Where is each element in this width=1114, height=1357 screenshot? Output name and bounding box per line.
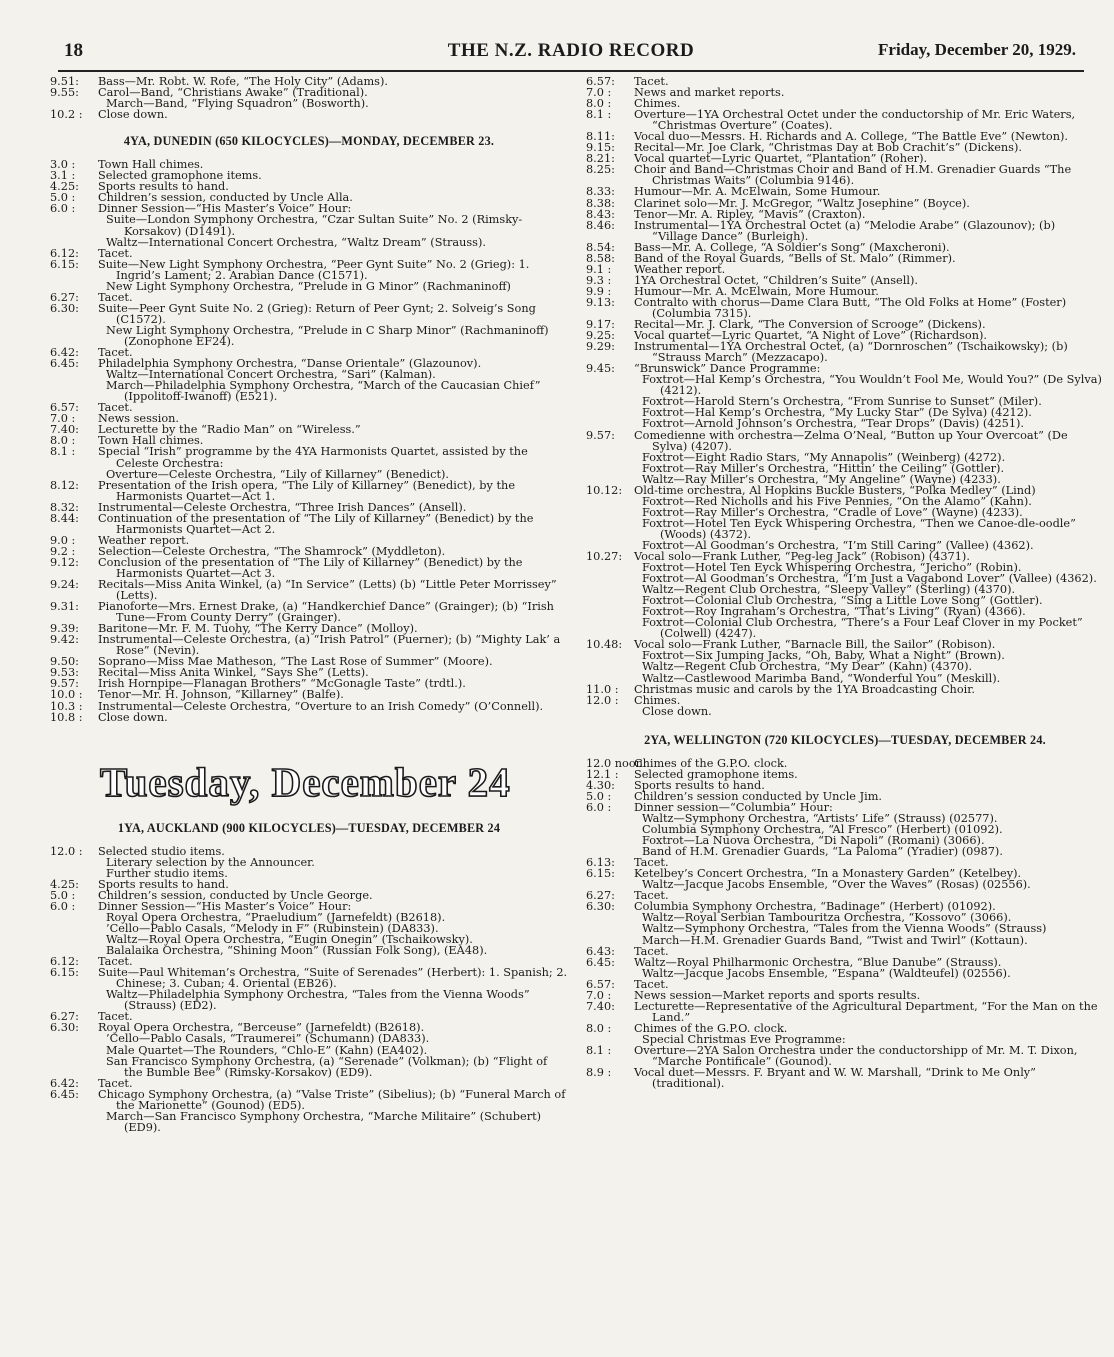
program-entry [586,1023,1104,1045]
program-entry [586,430,1104,485]
wellington-heading: 2YA, WELLINGTON (720 KILOCYCLES)—TUESDAY, DECEMBER 24. [644,732,1046,747]
program-time: 8.0 : [586,1021,612,1035]
program-text: Chimes of the G.P.O. clock. [634,756,788,770]
program-time: 8.0 : [586,97,612,111]
program-text: Waltz—Regent Club Orchestra, “Sleepy Valley” (Sterling) (4370). [642,583,1016,597]
program-entry [50,557,568,579]
program-time: 9.51: [50,75,79,88]
program-text: Sports results to hand. [98,180,229,194]
program-text: Foxtrot—Red Nicholls and his Five Pennies, “On the Alamo” (Kahn). [642,494,1032,508]
left-pre-listings [50,76,568,120]
program-time: 8.21: [586,152,615,166]
program-entry [50,601,568,623]
program-time: 8.44: [50,511,79,525]
program-time: 3.1 : [50,169,76,183]
program-entry [586,485,1104,551]
program-text: Irish Hornpipe—Flanagan Brothers” “McGonagle Taste” (trdtl.). [98,677,466,691]
program-text: ’Cello—Pablo Casals, “Melody in F” (Rubinstein) (DA833). [106,922,439,935]
program-entry [586,363,1104,429]
program-entry [586,341,1104,363]
program-text: Foxtrot—Six Jumping Jacks, “Oh, Baby, What a Night” (Brown). [642,649,1005,663]
program-time: 9.42: [50,633,79,647]
program-text: Recital—Mr. J. Clark, “The Conversion of Scrooge” (Dickens). [634,318,986,332]
program-time: 6.0 : [50,899,76,913]
program-text: Foxtrot—Al Goodman’s Orchestra, “I’m Still Caring” (Vallee) (4362). [642,538,1034,552]
program-entry [586,901,1104,945]
program-time: 10.48: [586,638,623,652]
program-text: Tenor—Mr. A. Ripley, “Mavis” (Craxton). [634,207,866,221]
program-text: Foxtrot—Ray Miller’s Orchestra, “Cradle of Love” (Wayne) (4233). [642,505,1023,519]
program-text: ’Cello—Pablo Casals, “Traumerei” (Schumann) (DA833). [106,1032,430,1046]
program-text: March—San Francisco Symphony Orchestra, “Marche Militaire” (Schubert) (ED9). [106,1109,542,1134]
program-time: 4.25: [50,877,79,891]
program-text: Male Quartet—The Rounders, “Chlo-E” (Kahn) (EA402). [106,1043,428,1057]
program-text: Waltz—Royal Opera Orchestra, “Eugin Onegin” (Tschaikowsky). [106,933,473,947]
program-entry [586,957,1104,979]
program-time: 9.29: [586,340,615,354]
program-text: Continuation of the presentation of “The Lily of Killarney” (Benedict) by the Harmonists Quartet—Act 2. [98,511,534,536]
program-time: 9.3 : [586,273,612,287]
program-text: Foxtrot—La Nuova Orchestra, “Di Napoli” (Romani) (3066). [642,834,985,848]
program-time: 9.1 : [586,262,612,276]
program-time: 8.33: [586,185,615,199]
program-entry [586,186,1104,197]
program-time: 5.0 : [50,191,76,205]
program-entry [50,87,568,109]
program-time: 9.2 : [50,544,76,558]
program-text: Tacet. [98,346,133,360]
program-text: Instrumental—Celeste Orchestra, “Three Irish Dances” (Ansell). [98,500,467,514]
page-number: 18 [64,40,83,61]
program-text: Tacet. [98,290,133,304]
program-text: Foxtrot—Arnold Johnson’s Orchestra, “Tear Drops” (Davis) (4251). [642,417,1025,431]
program-time: 8.1 : [586,108,612,122]
program-text: Conclusion of the presentation of “The Lily of Killarney” (Benedict) by the Harmonists Quartet—Act 3. [98,555,523,580]
program-time: 6.45: [586,955,615,969]
program-text: Suite—London Symphony Orchestra, “Czar Sultan Suite” No. 2 (Rimsky-Korsakov) (D1491). [106,213,523,238]
program-text: Vocal solo—Frank Luther, “Peg-leg Jack” (Robison) (4371). [634,550,970,564]
program-text: Tacet. [98,1076,133,1090]
program-text: Foxtrot—Colonial Club Orchestra, “There’s a Four Leaf Clover in my Pocket” (Colwell) (4247). [642,616,1083,641]
program-text: Tenor—Mr. H. Johnson, “Killarney” (Balfe). [98,688,344,702]
program-text: Royal Opera Orchestra, “Praeludium” (Jarnefeldt) (B2618). [106,910,446,924]
program-time: 8.11: [586,130,615,144]
program-text: Bass—Mr. A. College, “A Soldier’s Song” (Maxcheroni). [634,240,950,254]
program-time: 8.0 : [50,434,76,448]
program-time: 6.57: [586,977,615,991]
program-text: Instrumental—Celeste Orchestra, “Overture to an Irish Comedy” (O’Connell). [98,699,544,713]
program-text: Foxtrot—Hal Kemp’s Orchestra, “My Lucky Star” (De Sylva) (4212). [642,406,1032,420]
program-text: Humour—Mr. A. McElwain, Some Humour. [634,185,881,199]
program-text: Waltz—Castlewood Marimba Band, “Wonderful You” (Meskill). [642,671,1001,685]
program-time: 6.45: [50,1087,79,1101]
dunedin-heading: 4YA, DUNEDIN (650 KILOCYCLES)—MONDAY, DECEMBER 23. [123,134,495,149]
program-entry [586,946,1104,957]
program-entry [586,1067,1104,1089]
program-time: 9.13: [586,295,615,309]
program-entry [50,446,568,479]
program-text: Dinner Session—“His Master’s Voice” Hour: [98,202,352,216]
masthead [58,36,1084,72]
program-time: 7.0 : [586,86,612,100]
program-time: 9.12: [50,555,79,569]
program-time: 12.1 : [586,767,619,781]
program-entry [586,198,1104,209]
program-text: Waltz—Symphony Orchestra, “Tales from the Vienna Woods” (Strauss) [642,922,1047,936]
program-time: 12.0 : [586,693,619,707]
program-text: Recitals—Miss Anita Winkel, (a) “In Service” (Letts) (b) “Little Peter Morrissey” (Letts). [98,578,557,603]
program-text: Waltz—Royal Serbian Tambouritza Orchestra, “Kossovo” (3066). [642,911,1012,925]
program-text: New Light Symphony Orchestra, “Prelude in C Sharp Minor” (Rachmaninoff) (Zonophone EF24). [106,323,549,348]
program-text: Vocal quartet—Lyric Quartet, “Plantation” (Roher). [634,152,928,166]
program-text: Recital—Mr. Joe Clark, “Christmas Day at Bob Crachit’s” (Dickens). [634,141,1022,155]
program-text: News and market reports. [634,86,785,100]
program-text: New Light Symphony Orchestra, “Prelude in G Minor” (Rachmaninoff) [106,279,511,293]
program-entry [586,802,1104,857]
program-text: Further studio items. [106,866,228,880]
program-time: 8.54: [586,240,615,254]
program-text: Foxtrot—Hotel Ten Eyck Whispering Orchestra, “Jericho” (Robin). [642,561,1022,575]
program-text: Foxtrot—Hotel Ten Eyck Whispering Orchestra, “Then we Canoe-dle-oodle” (Woods) (4372). [642,516,1076,541]
program-text: Tacet. [98,1010,133,1024]
program-text: Tacet. [98,246,133,260]
program-time: 10.0 : [50,688,83,702]
program-text: Baritone—Mr. F. M. Tuohy, “The Kerry Dance” (Molloy). [98,622,418,636]
program-text: Waltz—Philadelphia Symphony Orchestra, “Tales from the Vienna Woods” (Strauss) (ED2). [106,988,530,1013]
program-entry [586,164,1104,186]
program-text: Christmas music and carols by the 1YA Broadcasting Choir. [634,682,975,696]
program-time: 6.27: [50,1010,79,1024]
program-time: 10.12: [586,483,623,497]
program-time: 6.0 : [586,800,612,814]
program-text: Tacet. [634,889,669,903]
program-time: 4.25: [50,180,79,194]
program-text: Soprano—Miss Mae Matheson, “The Last Rose of Summer” (Moore). [98,655,493,669]
program-text: Children’s session conducted by Uncle Jim. [634,789,883,803]
program-time: 6.30: [50,301,79,315]
program-time: 6.15: [50,966,79,980]
program-time: 8.58: [586,251,615,265]
program-time: 8.25: [586,163,615,177]
program-time: 8.12: [50,478,79,492]
program-time: 10.2 : [50,108,83,122]
program-text: Selected gramophone items. [634,767,798,781]
program-time: 6.42: [50,346,79,360]
program-text: Tacet. [634,944,669,958]
program-time: 9.31: [50,600,79,614]
program-time: 10.3 : [50,699,83,713]
program-time: 12.0 : [50,844,83,858]
program-entry [586,109,1104,131]
program-time: 10.27: [586,550,623,564]
program-time: 8.32: [50,500,79,514]
program-time: 5.0 : [586,789,612,803]
program-time: 9.0 : [50,533,76,547]
program-time: 11.0 : [586,682,619,696]
program-text: Suite—New Light Symphony Orchestra, “Peer Gynt Suite” No. 2 (Grieg): 1. Ingrid’s Lament; 2. Arabian Dance (C1571). [98,257,530,282]
program-time: 8.1 : [586,1043,612,1057]
program-text: Close down. [98,710,168,724]
program-time: 6.27: [50,290,79,304]
program-text: Instrumental—1YA Orchestral Octet, (a) “Dornroschen” (Tschaikowsky); (b) “Strauss March” (Mezzacapo). [634,340,1068,365]
day-title: Tuesday, December 24 [100,758,511,805]
program-text: Contralto with chorus—Dame Clara Butt, “The Old Folks at Home” (Foster) (Columbia 7315). [634,295,1067,320]
auckland-listings [50,846,568,1133]
program-text: Choir and Band—Christmas Choir and Band of H.M. Grenadier Guards “The Christmas Waits” (Columbia 9146). [634,163,1072,188]
auckland-evening-listings [586,76,1104,717]
program-text: Selected gramophone items. [98,169,262,183]
program-entry [50,712,568,723]
program-text: Lecturette by the “Radio Man” on “Wireless.” [98,423,361,437]
program-text: Tacet. [634,856,669,870]
program-time: 6.57: [50,401,79,415]
program-entry [50,689,568,700]
program-text: Recital—Miss Anita Winkel, “Says She” (Letts). [98,666,369,680]
publication-title: THE N.Z. RADIO RECORD [447,40,695,61]
program-time: 8.46: [586,218,615,232]
program-text: Waltz—Jacque Jacobs Ensemble, “Espana” (Waldteufel) (02556). [642,966,1011,980]
program-time: 6.15: [50,257,79,271]
program-text: Columbia Symphony Orchestra, “Al Fresco” (Herbert) (01092). [642,823,1003,837]
program-entry [586,684,1104,695]
program-entry [50,967,568,1011]
program-text: March—H.M. Grenadier Guards Band, “Twist and Twirl” (Kottaun). [642,933,1028,947]
program-entry [50,480,568,502]
program-text: Dinner session—“Columbia” Hour: [634,800,833,814]
program-text: Close down. [642,704,712,718]
program-time: 6.12: [50,955,79,969]
program-time: 6.0 : [50,202,76,216]
program-entry [50,701,568,712]
program-time: 7.0 : [586,988,612,1002]
program-text: Dinner Session—“His Master’s Voice” Hour: [98,899,352,913]
program-text: Lecturette—Representative of the Agricultural Department, “For the Man on the Land.” [634,999,1098,1024]
program-time: 12.0 noon: [586,756,647,770]
program-entry [50,901,568,956]
program-text: Children’s session, conducted by Uncle Alla. [98,191,353,205]
program-entry [50,579,568,601]
program-time: 7.40: [50,423,79,437]
program-time: 6.27: [586,889,615,903]
program-text: San Francisco Symphony Orchestra, (a) “Serenade” (Volkman); (b) “Flight of the Bumble Bee” (Rimsky-Korsakov) (ED9). [106,1054,548,1079]
program-text: Carol—Band, “Christians Awake” (Traditional). [98,86,368,100]
auckland-heading: 1YA, AUCKLAND (900 KILOCYCLES)—TUESDAY, DECEMBER 24 [117,820,501,835]
right-column [586,76,1104,1089]
program-text: Chimes of the G.P.O. clock. [634,1021,788,1035]
program-text: Pianoforte—Mrs. Ernest Drake, (a) “Handkerchief Dance” (Grainger); (b) “Irish Tune—From County Derry” (Grainger). [98,600,554,625]
program-time: 6.57: [586,75,615,88]
program-text: Waltz—Royal Philharmonic Orchestra, “Blue Danube” (Strauss). [634,955,1002,969]
program-text: Vocal solo—Frank Luther, “Barnacle Bill, the Sailor” (Robison). [634,638,996,652]
program-entry [50,1089,568,1133]
program-text: Foxtrot—Colonial Club Orchestra, “Sing a Little Love Song” (Gottler). [642,594,1043,608]
program-text: Old-time orchestra, Al Hopkins Buckle Busters, “Polka Medley” (Lind) [634,483,1036,497]
program-text: Clarinet solo—Mr. J. McGregor, “Waltz Josephine” (Boyce). [634,196,970,210]
program-entry [586,1001,1104,1023]
program-text: Waltz—Jacque Jacobs Ensemble, “Over the Waves” (Rosas) (02556). [642,878,1031,892]
program-text: 1YA Orchestral Octet, “Children’s Suite” (Ansell). [634,273,918,287]
program-time: 6.12: [50,246,79,260]
program-entry [586,297,1104,319]
program-text: Tacet. [98,401,133,415]
program-time: 9.53: [50,666,79,680]
program-text: Instrumental—Celeste Orchestra, (a) “Irish Patrol” (Puerner); (b) “Mighty Lak’ a Rose” (Nevin). [98,633,561,658]
program-text: Weather report. [634,262,726,276]
program-text: Waltz—Ray Miller’s Orchestra, “My Angeline” (Wayne) (4233). [642,472,1001,486]
program-text: Balalaika Orchestra, “Shining Moon” (Russian Folk Song), (EA48). [106,944,488,958]
program-entry [50,1022,568,1077]
program-entry [586,220,1104,242]
program-text: Tacet. [98,955,133,969]
program-entry [586,209,1104,220]
dunedin-listings [50,159,568,722]
program-time: 6.30: [50,1021,79,1035]
program-text: Philadelphia Symphony Orchestra, “Danse Orientale” (Glazounov). [98,357,482,371]
program-text: Bass—Mr. Robt. W. Rofe, “The Holy City” (Adams). [98,75,388,88]
program-time: 3.0 : [50,158,76,172]
program-text: “Brunswick” Dance Programme: [634,362,821,376]
program-text: Ketelbey’s Concert Orchestra, “In a Monastery Garden” (Ketelbey). [634,867,1022,881]
program-entry [50,248,568,259]
program-text: Royal Opera Orchestra, “Berceuse” (Jarnefeldt) (B2618). [98,1021,425,1035]
program-text: Suite—Peer Gynt Suite No. 2 (Grieg): Return of Peer Gynt; 2. Solveig’s Song (C1572). [98,301,536,326]
program-time: 9.55: [50,86,79,100]
program-text: Weather report. [98,533,190,547]
program-time: 10.8 : [50,710,83,724]
program-time: 9.57: [586,428,615,442]
program-time: 4.30: [586,778,615,792]
program-text: Humour—Mr. A. McElwain, More Humour. [634,284,879,298]
program-text: Vocal quartet—Lyric Quartet, “A Night of Love” (Richardson). [634,329,988,343]
program-time: 8.1 : [50,445,76,459]
program-text: Suite—Paul Whiteman’s Orchestra, “Suite of Serenades” (Herbert): 1. Spanish; 2. Chinese; 3. Cuban; 4. Oriental (EB26). [98,966,568,991]
program-time: 9.39: [50,622,79,636]
program-text: Tacet. [634,75,669,88]
program-text: Waltz—Regent Club Orchestra, “My Dear” (Kahn) (4370). [642,660,973,674]
program-entry [586,551,1104,639]
program-time: 9.57: [50,677,79,691]
program-text: Selected studio items. [98,844,225,858]
program-text: Selection—Celeste Orchestra, “The Shamrock” (Myddleton). [98,544,446,558]
program-time: 7.40: [586,999,615,1013]
program-text: Vocal duet—Messrs. F. Bryant and W. W. Marshall, “Drink to Me Only” (traditional). [634,1066,1036,1091]
program-time: 5.0 : [50,888,76,902]
program-text: Town Hall chimes. [98,158,204,172]
program-time: 8.38: [586,196,615,210]
program-time: 9.45: [586,362,615,376]
program-time: 6.30: [586,900,615,914]
program-text: Waltz—International Concert Orchestra, “Waltz Dream” (Strauss). [106,235,486,249]
program-text: Literary selection by the Announcer. [106,855,315,869]
program-text: Overture—2YA Salon Orchestra under the conductorshipp of Mr. M. T. Dixon, “Marche Pontificale” (Gounod). [634,1043,1078,1069]
program-text: Foxtrot—Ray Miller’s Orchestra, “Hittin’ the Ceiling” (Gottler). [642,461,1005,475]
program-text: Children’s session, conducted by Uncle George. [98,888,373,902]
program-text: Close down. [98,108,168,122]
program-entry [50,358,568,402]
program-text: Chimes. [634,97,681,111]
program-entry [586,639,1104,683]
program-text: Foxtrot—Roy Ingraham’s Orchestra, “That’s Living” (Ryan) (4366). [642,605,1026,619]
program-time: 6.43: [586,944,615,958]
program-text: Foxtrot—Hal Kemp’s Orchestra, “You Wouldn’t Fool Me, Would You?” (De Sylva) (4212). [642,373,1102,398]
program-text: March—Band, “Flying Squadron” (Bosworth). [106,97,369,111]
program-time: 9.25: [586,329,615,343]
program-time: 9.24: [50,578,79,592]
program-text: Instrumental—1YA Orchestral Octet (a) “Melodie Arabe” (Glazounov); (b) “Village Dance” (Burleigh). [634,218,1056,243]
program-entry [50,634,568,656]
wellington-listings [586,758,1104,1089]
program-text: News session—Market reports and sports results. [634,988,921,1002]
program-entry [50,203,568,247]
program-text: Waltz—International Concert Orchestra, “Sari” (Kalman). [106,368,436,382]
program-time: 9.17: [586,318,615,332]
program-text: Foxtrot—Eight Radio Stars, “My Annapolis” (Weinberg) (4272). [642,450,1006,464]
program-time: 9.50: [50,655,79,669]
program-text: Vocal duo—Messrs. H. Richards and A. College, “The Battle Eve” (Newton). [634,130,1068,144]
program-entry [50,259,568,292]
program-text: Chicago Symphony Orchestra, (a) “Valse Triste” (Sibelius); (b) “Funeral March of the Marionette” (Gounod) (ED5). [98,1087,566,1112]
program-text: Presentation of the Irish opera, “The Lily of Killarney” (Benedict), by the Harmonists Quartet—Act 1. [98,478,516,503]
program-text: Comedienne with orchestra—Zelma O’Neal, “Button up Your Overcoat” (De Sylva) (4207). [634,428,1068,453]
program-time: 8.43: [586,207,615,221]
program-text: Band of the Royal Guards, “Bells of St. Malo” (Rimmer). [634,251,956,265]
program-entry [50,513,568,535]
program-entry [50,109,568,120]
program-text: Band of H.M. Grenadier Guards, “La Paloma” (Yradier) (0987). [642,845,1003,859]
program-text: Foxtrot—Al Goodman’s Orchestra, “I’m Just a Vagabond Lover” (Vallee) (4362). [642,572,1097,586]
program-text: Tacet. [634,977,669,991]
program-entry [50,846,568,879]
program-text: Overture—1YA Orchestral Octet under the conductorship of Mr. Eric Waters, “Christmas Overture” (Coates). [634,108,1076,133]
program-entry [586,868,1104,890]
program-text: Sports results to hand. [98,877,229,891]
program-time: 8.9 : [586,1066,612,1080]
program-time: 6.45: [50,357,79,371]
issue-date: Friday, December 20, 1929. [878,40,1076,59]
program-text: Overture—Celeste Orchestra, “Lily of Killarney” (Benedict). [106,467,450,481]
program-time: 9.9 : [586,284,612,298]
left-column [50,76,568,1133]
program-entry [50,303,568,347]
program-text: News session. [98,412,179,426]
program-time: 9.15: [586,141,615,155]
program-time: 6.13: [586,856,615,870]
program-time: 7.0 : [50,412,76,426]
program-text: Chimes. [634,693,681,707]
program-text: Columbia Symphony Orchestra, “Badinage” (Herbert) (01092). [634,900,996,914]
program-entry [586,695,1104,717]
program-time: 6.42: [50,1076,79,1090]
program-text: Waltz—Symphony Orchestra, “Artists’ Life” (Strauss) (02577). [642,812,998,825]
program-text: Special “Irish” programme by the 4YA Harmonists Quartet, assisted by the Celeste Orchestra: [98,445,528,470]
program-entry [586,1045,1104,1067]
program-time: 6.15: [586,867,615,881]
program-text: Town Hall chimes. [98,434,204,448]
program-text: March—Philadelphia Symphony Orchestra, “March of the Caucasian Chief” (Ippolitoff-Iwanoff) (E521). [106,379,541,404]
program-text: Foxtrot—Harold Stern’s Orchestra, “From Sunrise to Sunset” (Miler). [642,395,1042,409]
program-text: Sports results to hand. [634,778,765,792]
program-text: Special Christmas Eve Programme: [642,1032,846,1046]
